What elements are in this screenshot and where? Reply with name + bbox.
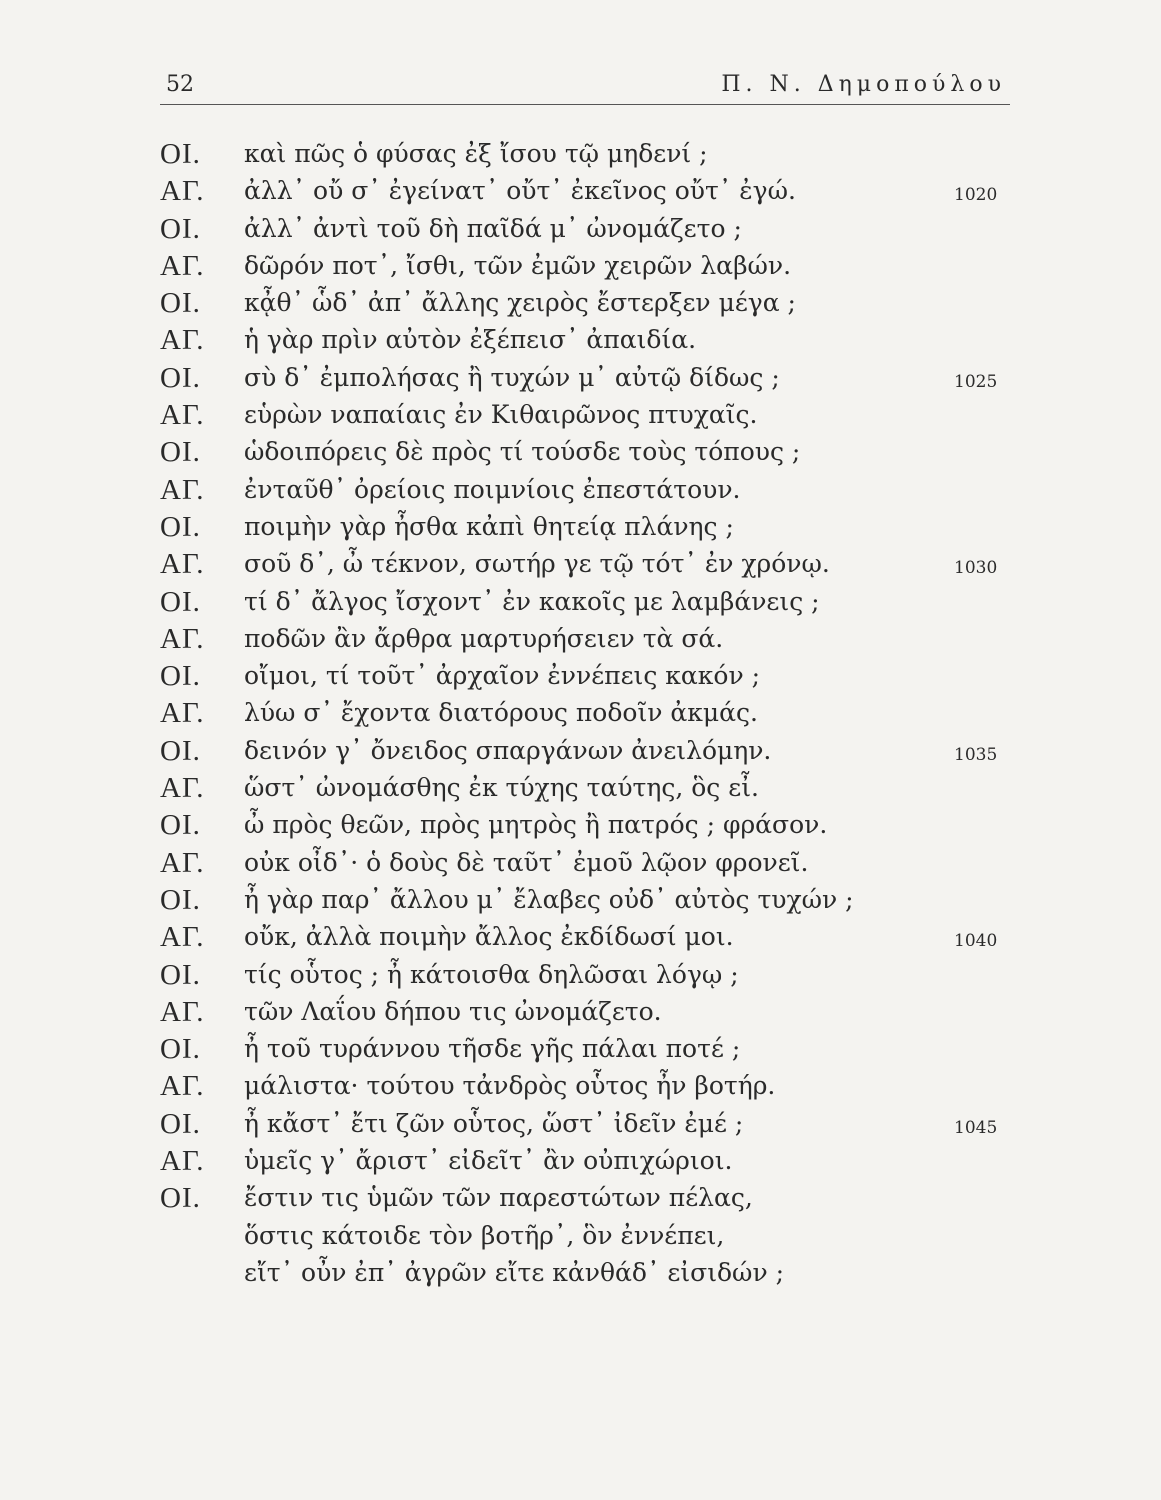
verse-line [160,921,1020,958]
verse-line [160,548,1020,585]
verse-text: οὔκ, ἀλλὰ ποιμὴν ἄλλος ἐκδίδωσί μοι. [244,922,734,952]
verse-line [160,362,1020,399]
speaker-label: ΑΓ. [160,175,205,208]
verse-text: ἀλλ᾽ οὔ σ᾽ ἐγείνατ᾽ οὔτ᾽ ἐκεῖνος οὔτ᾽ ἐγώ. [244,176,796,206]
verse-line [160,287,1020,324]
verse-line [160,511,1020,548]
verse-line [160,436,1020,473]
speaker-label: ΑΓ. [160,1070,205,1103]
verse-text: ἐνταῦθ᾽ ὀρείοις ποιμνίοις ἐπεστάτουν. [244,474,741,504]
verse-text: τῶν Λαΐου δήπου τις ὠνομάζετο. [244,996,662,1026]
verse-line [160,660,1020,697]
speaker-label: ΑΓ. [160,324,205,357]
verse-line [160,138,1020,175]
speaker-label: ΑΓ. [160,772,205,805]
speaker-label: ΑΓ. [160,1145,205,1178]
line-number: 1030 [954,558,998,579]
speaker-label: ΑΓ. [160,473,205,506]
line-number: 1045 [954,1117,998,1138]
verse-text: ἦ τοῦ τυράννου τῆσδε γῆς πάλαι ποτέ ; [244,1034,741,1064]
verse-text: ἔστιν τις ὑμῶν τῶν παρεστώτων πέλας, [244,1183,753,1213]
verse-text: μάλιστα· τούτου τἀνδρὸς οὗτος ἦν βοτήρ. [244,1071,776,1101]
speaker-label: ΟΙ. [160,138,201,170]
speaker-label: ΑΓ. [160,697,205,730]
speaker-label: ΟΙ. [160,1033,201,1066]
verse-line [160,1033,1020,1070]
page-header [166,72,1006,104]
line-number: 1035 [954,744,998,765]
running-title: Π. Ν. Δημοπούλου [721,72,1006,97]
verse-text: ὥστ᾽ ὠνομάσθης ἐκ τύχης ταύτης, ὃς εἶ. [244,773,759,803]
verse-text: οἴμοι, τί τοῦτ᾽ ἀρχαῖον ἐννέπεις κακόν ; [244,661,761,691]
speaker-label: ΟΙ. [160,1182,201,1215]
verse-text: σὺ δ᾽ ἐμπολήσας ἢ τυχών μ᾽ αὐτῷ δίδως ; [244,362,780,392]
verse-line [160,1145,1020,1182]
verse-text: λύω σ᾽ ἔχοντα διατόρους ποδοῖν ἀκμάς. [244,698,758,728]
verse-line [160,1070,1020,1107]
speaker-label: ΑΓ. [160,399,205,432]
verse-lines [160,138,1020,1294]
speaker-label: ΑΓ. [160,921,205,954]
verse-text: ποδῶν ἂν ἄρθρα μαρτυρήσειεν τὰ σά. [244,623,724,653]
verse-text: οὐκ οἶδ᾽· ὁ δοὺς δὲ ταῦτ᾽ ἐμοῦ λῷον φρονεῖ. [244,847,809,877]
speaker-label: ΑΓ. [160,846,205,879]
verse-text: σοῦ δ᾽, ὦ τέκνον, σωτήρ γε τῷ τότ᾽ ἐν χρόνῳ. [244,549,830,579]
verse-line [160,1220,1020,1257]
verse-text: ὅστις κάτοιδε τὸν βοτῆρ᾽, ὃν ἐννέπει, [244,1220,725,1250]
verse-text: ἦ γὰρ παρ᾽ ἄλλου μ᾽ ἔλαβες οὐδ᾽ αὐτὸς τυχών ; [244,884,854,914]
verse-line [160,399,1020,436]
speaker-label: ΟΙ. [160,734,201,767]
verse-text: εἴτ᾽ οὖν ἐπ᾽ ἀγρῶν εἴτε κἀνθάδ᾽ εἰσιδών ; [244,1257,785,1287]
verse-line [160,847,1020,884]
verse-text: ποιμὴν γὰρ ἦσθα κἀπὶ θητείᾳ πλάνης ; [244,511,734,541]
speaker-label: ΟΙ. [160,361,201,394]
speaker-label: ΑΓ. [160,995,205,1028]
speaker-label: ΑΓ. [160,249,205,282]
speaker-label: ΑΓ. [160,622,205,655]
speaker-label: ΟΙ. [160,883,201,916]
verse-text: ὡδοιπόρεις δὲ πρὸς τί τούσδε τοὺς τόπους ; [244,437,801,467]
verse-line [160,623,1020,660]
speaker-label: ΟΙ. [160,212,201,245]
verse-line [160,1182,1020,1219]
verse-line [160,1257,1020,1294]
verse-text: κᾆθ᾽ ὧδ᾽ ἀπ᾽ ἄλλης χειρὸς ἔστερξεν μέγα ; [244,288,796,318]
verse-line [160,175,1020,212]
line-number: 1020 [954,185,998,206]
speaker-label: ΟΙ. [160,436,201,469]
verse-line [160,959,1020,996]
speaker-label: ΟΙ. [160,809,201,842]
speaker-label: ΟΙ. [160,585,201,618]
verse-line [160,250,1020,287]
speaker-label: ΟΙ. [160,660,201,693]
verse-text: τίς οὗτος ; ἦ κάτοισθα δηλῶσαι λόγῳ ; [244,959,739,989]
verse-text: ἦ κἄστ᾽ ἔτι ζῶν οὗτος, ὥστ᾽ ἰδεῖν ἐμέ ; [244,1108,744,1138]
verse-text: εὑρὼν ναπαίαις ἐν Κιθαιρῶνος πτυχαῖς. [244,400,758,430]
speaker-label: ΟΙ. [160,510,201,543]
line-number: 1040 [954,931,998,952]
verse-text: ὦ πρὸς θεῶν, πρὸς μητρὸς ἢ πατρός ; φράσον. [244,810,828,840]
verse-text: τί δ᾽ ἄλγος ἴσχοντ᾽ ἐν κακοῖς με λαμβάνεις ; [244,586,820,616]
speaker-label: ΟΙ. [160,287,201,320]
line-number: 1025 [954,371,998,392]
verse-text: ὑμεῖς γ᾽ ἄριστ᾽ εἰδεῖτ᾽ ἂν οὐπιχώριοι. [244,1146,733,1176]
page-number: 52 [166,72,194,97]
verse-line [160,697,1020,734]
verse-line [160,213,1020,250]
speaker-label: ΑΓ. [160,548,205,581]
verse-text: δῶρόν ποτ᾽, ἴσθι, τῶν ἐμῶν χειρῶν λαβών. [244,250,792,280]
verse-text: δεινόν γ᾽ ὄνειδος σπαργάνων ἀνειλόμην. [244,735,772,765]
header-rule [160,104,1010,105]
verse-text: ἀλλ᾽ ἀντὶ τοῦ δὴ παῖδά μ᾽ ὠνομάζετο ; [244,213,742,243]
verse-line [160,772,1020,809]
verse-line [160,809,1020,846]
verse-line [160,586,1020,623]
speaker-label: ΟΙ. [160,958,201,991]
verse-line [160,324,1020,361]
verse-line [160,474,1020,511]
verse-line [160,996,1020,1033]
verse-text: ἡ γὰρ πρὶν αὐτὸν ἐξέπεισ᾽ ἀπαιδία. [244,325,697,355]
verse-line [160,735,1020,772]
verse-line [160,884,1020,921]
verse-text: καὶ πῶς ὁ φύσας ἐξ ἴσου τῷ μηδενί ; [244,139,708,168]
verse-line [160,1108,1020,1145]
speaker-label: ΟΙ. [160,1107,201,1140]
